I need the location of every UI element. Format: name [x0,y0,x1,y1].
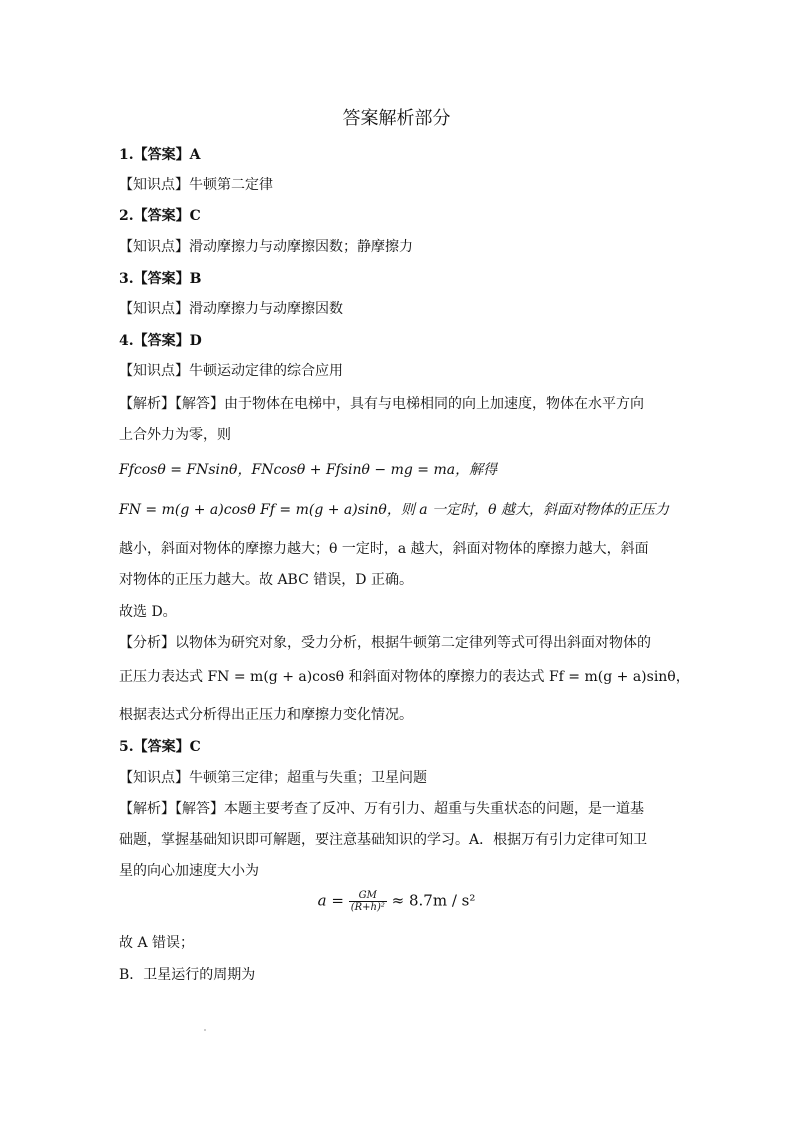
q4-knowledge-point: 【知识点】牛顿运动定律的综合应用 [119,363,343,379]
q3-knowledge-point: 【知识点】滑动摩擦力与动摩擦因数 [119,301,343,317]
q4-analysis-line-2: 上合外力为零，则 [119,427,231,443]
q2-knowledge-point: 【知识点】滑动摩擦力与动摩擦因数；静摩擦力 [119,239,413,255]
q4-analysis-line-5: 故选 D。 [119,604,177,620]
q4-equation-2: FN = m(g + a)cosθ Ff = m(g + a)sinθ，则 a 一定时，θ 越大，斜面对物体的正压力 [119,502,669,518]
q2-answer: 2.【答案】C [119,208,201,224]
scan-dot [204,1029,206,1031]
q5-analysis-line-2: 础题，掌握基础知识即可解题，要注意基础知识的学习。A．根据万有引力定律可知卫 [119,832,648,848]
q5-formula-fraction [349,890,387,913]
q5-analysis-line-5: B．卫星运行的周期为 [119,967,256,983]
q4-answer: 4.【答案】D [119,333,202,349]
q5-formula-numerator: GM [349,890,387,902]
q5-formula-rhs: ≈ 8.7m / s² [391,891,476,910]
q4-fenxi-line-2: 正压力表达式 FN = m(g + a)cosθ 和斜面对物体的摩擦力的表达式 Ff = m(g + a)sinθ， [119,669,690,685]
q5-answer: 5.【答案】C [119,739,201,755]
q4-analysis-line-4: 对物体的正压力越大。故 ABC 错误，D 正确。 [119,572,413,588]
q5-analysis-line-1: 【解析】【解答】本题主要考查了反冲、万有引力、超重与失重状态的问题，是一道基 [119,801,644,817]
q1-knowledge-point: 【知识点】牛顿第二定律 [119,177,273,193]
q4-analysis-line-3: 越小，斜面对物体的摩擦力越大；θ 一定时，a 越大，斜面对物体的摩擦力越大，斜面 [119,541,649,557]
q5-formula [0,890,793,913]
q5-formula-denominator: (R+h)² [350,902,385,913]
q4-analysis-line-1: 【解析】【解答】由于物体在电梯中，具有与电梯相同的向上加速度，物体在水平方向 [119,396,644,412]
q3-answer: 3.【答案】B [119,271,202,287]
page-title: 答案解析部分 [342,108,451,129]
q4-equation-1: Ffcosθ = FNsinθ，FNcosθ + Ffsinθ − mg = ma，解得 [119,462,498,478]
q5-analysis-line-3: 星的向心加速度大小为 [119,863,259,879]
q5-analysis-line-4: 故 A 错误； [119,935,195,951]
q5-knowledge-point: 【知识点】牛顿第三定律；超重与失重；卫星问题 [119,770,427,786]
q1-answer: 1.【答案】A [119,147,201,163]
q4-fenxi-line-3: 根据表达式分析得出正压力和摩擦力变化情况。 [119,707,413,723]
q4-fenxi-line-1: 【分析】以物体为研究对象，受力分析，根据牛顿第二定律列等式可得出斜面对物体的 [119,635,651,651]
q5-formula-lhs: a = [317,891,344,910]
